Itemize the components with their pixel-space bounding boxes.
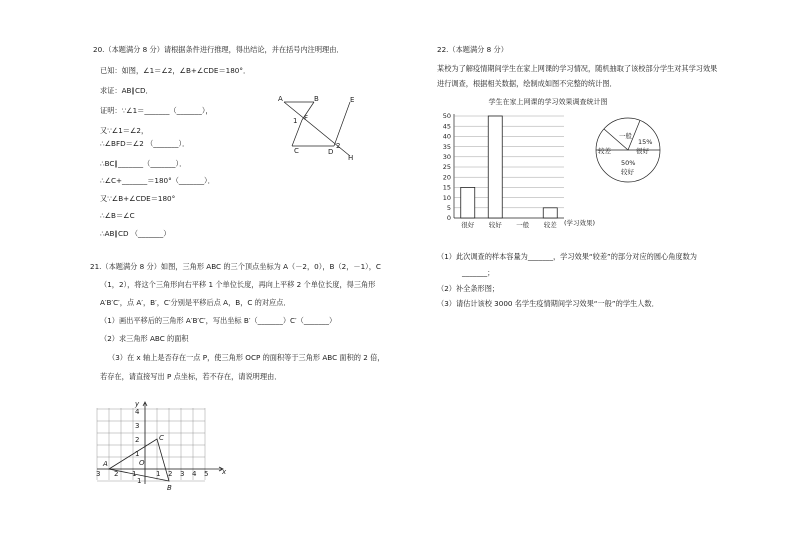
label-d: D — [328, 148, 334, 156]
q20-proof-7: ∴∠B＝∠C — [100, 211, 135, 220]
x-tick-neg1: 1 — [132, 470, 137, 478]
bar-category-label: 一般 — [516, 221, 530, 229]
bar-category-label: 较差 — [543, 221, 557, 229]
x-tick-3: 3 — [180, 470, 185, 478]
x-tick-4: 4 — [192, 470, 197, 478]
y-tick-1: 1 — [135, 450, 140, 458]
x-tick-neg2: 2 — [114, 470, 119, 478]
bar-y-tick-label: 15 — [442, 183, 451, 192]
x-axis-label: x — [222, 468, 227, 476]
q21-line-5: （2）求三角形 ABC 的面积 — [100, 334, 189, 343]
q20-prove: 求证：AB∥CD． — [100, 86, 153, 95]
q20-given: 已知：如图，∠1＝∠2，∠B+∠CDE＝180°． — [100, 66, 251, 75]
point-c-label: C — [159, 434, 164, 442]
bar-y-tick-label: 30 — [442, 153, 451, 161]
q22-question-2: （2）补全条形图； — [437, 284, 500, 293]
bar-y-tick-label: 40 — [442, 132, 451, 141]
q21-line-6: （3）在 x 轴上是否存在一点 P，使三角形 OCP 的面积等于三角形 ABC 面积的 2 倍， — [108, 353, 385, 362]
bar-y-tick-label: 35 — [442, 142, 451, 151]
bar-category-label: 较好 — [488, 221, 502, 229]
y-axis-label: y — [135, 400, 140, 408]
label-f: F — [304, 114, 309, 122]
bar-category-label: 很好 — [461, 221, 475, 229]
q22-question-3: （3）请估计该校 3000 名学生疫情期间学习效果“一般”的学生人数． — [437, 299, 659, 308]
q20-proof-1: 证明：∵∠1＝_______（_______）， — [100, 106, 213, 115]
bar-y-tick-label: 25 — [442, 163, 451, 172]
label-2: 2 — [336, 142, 341, 150]
label-a: A — [278, 95, 283, 103]
pie-pct-henhao: 15% — [638, 138, 653, 146]
label-c: C — [294, 147, 299, 155]
y-tick-2: 2 — [135, 436, 140, 444]
x-tick-5: 5 — [204, 470, 209, 478]
pie-chart — [596, 118, 660, 182]
y-tick-3: 3 — [135, 422, 140, 430]
bar-rect — [461, 187, 475, 218]
x-axis-title: (学习效果) — [564, 219, 596, 227]
bar-y-tick-label: 45 — [442, 122, 451, 131]
label-h: H — [348, 154, 354, 162]
pie-label-yiban: 一般 — [619, 132, 632, 140]
bar-y-tick-label: 0 — [446, 214, 451, 223]
y-tick-4: 4 — [135, 408, 140, 416]
q20-proof-4: ∴BC∥_______（_______）． — [100, 159, 187, 168]
q20-proof-3: ∴∠BFD＝∠2 （_______）． — [100, 139, 190, 148]
x-tick-2: 2 — [168, 470, 173, 478]
q22-question-1b: _______； — [462, 268, 495, 277]
q21-line-3: A′B′C′，点 A′，B′，C′分别是平移后点 A，B，C 的对应点． — [100, 298, 291, 307]
q22-head: 22.（本题满分 8 分） — [437, 45, 508, 54]
bar-y-tick-label: 5 — [446, 204, 451, 212]
q20-figure — [270, 92, 380, 168]
pie-label-jiaocha: 较差 — [598, 147, 611, 155]
label-1: 1 — [293, 117, 298, 125]
bar-y-tick-label: 10 — [442, 193, 451, 202]
segment-ed — [334, 102, 350, 146]
q22-question-1a: （1）此次调查的样本容量为_______，学习效果“较差”的部分对应的圆心角度数为 — [437, 252, 697, 261]
q21-line-4: （1）画出平移后的三角形 A′B′C′，写出坐标 B′（_______）C′（_______） — [100, 316, 337, 325]
bar-rect — [488, 116, 502, 218]
pie-label-henhao: 很好 — [636, 147, 649, 155]
q20-proof-6: 又∵∠B+∠CDE＝180° — [100, 194, 176, 203]
point-a-label: A — [103, 460, 108, 468]
chart-title: 学生在家上网课的学习效果调查统计图 — [488, 98, 608, 106]
q22-intro-1: 某校为了解疫情期间学生在家上网课的学习情况，随机抽取了该校部分学生对其学习效果 — [437, 64, 718, 73]
q20-proof-5: ∴∠C+_______＝180°（_______）． — [100, 176, 215, 185]
q20-proof-2: 又∵∠1＝∠2， — [100, 126, 149, 135]
origin-label: O — [139, 459, 145, 467]
q20-proof-8: ∴AB∥CD （_______） — [100, 229, 171, 238]
point-b-label: B — [167, 484, 172, 492]
q20-head: 20.（本题满分 8 分）请根据条件进行推理，得出结论，并在括号内注明理由． — [93, 45, 344, 54]
pie-label-jiaohao: 较好 — [621, 168, 634, 176]
q21-line-2: （1，2），将这个三角形向右平移 1 个单位长度，再向上平移 2 个单位长度，得三角形 — [100, 280, 376, 289]
bar-rect — [543, 208, 557, 218]
q21-line-7: 若存在，请直接写出 P 点坐标，若不存在，请说明理由． — [100, 372, 282, 381]
bar-y-tick-label: 20 — [442, 173, 451, 182]
q22-intro-2: 进行调查，根据相关数据，绘制成如图不完整的统计图． — [437, 79, 617, 88]
label-b: B — [314, 95, 319, 103]
bar-y-tick-label: 50 — [442, 112, 451, 121]
y-tick-neg1: 1 — [137, 477, 142, 485]
q22-chart — [438, 94, 678, 234]
q21-grid — [92, 398, 232, 492]
q21-line-1: 21.（本题满分 8 分）如图，三角形 ABC 的三个顶点坐标为 A（－2，0），B（2，－1），C — [90, 262, 381, 271]
x-tick-neg3: 3 — [96, 470, 101, 478]
x-tick-1: 1 — [156, 470, 161, 478]
pie-pct-jiaohao: 50% — [621, 159, 636, 167]
label-e: E — [350, 96, 355, 104]
